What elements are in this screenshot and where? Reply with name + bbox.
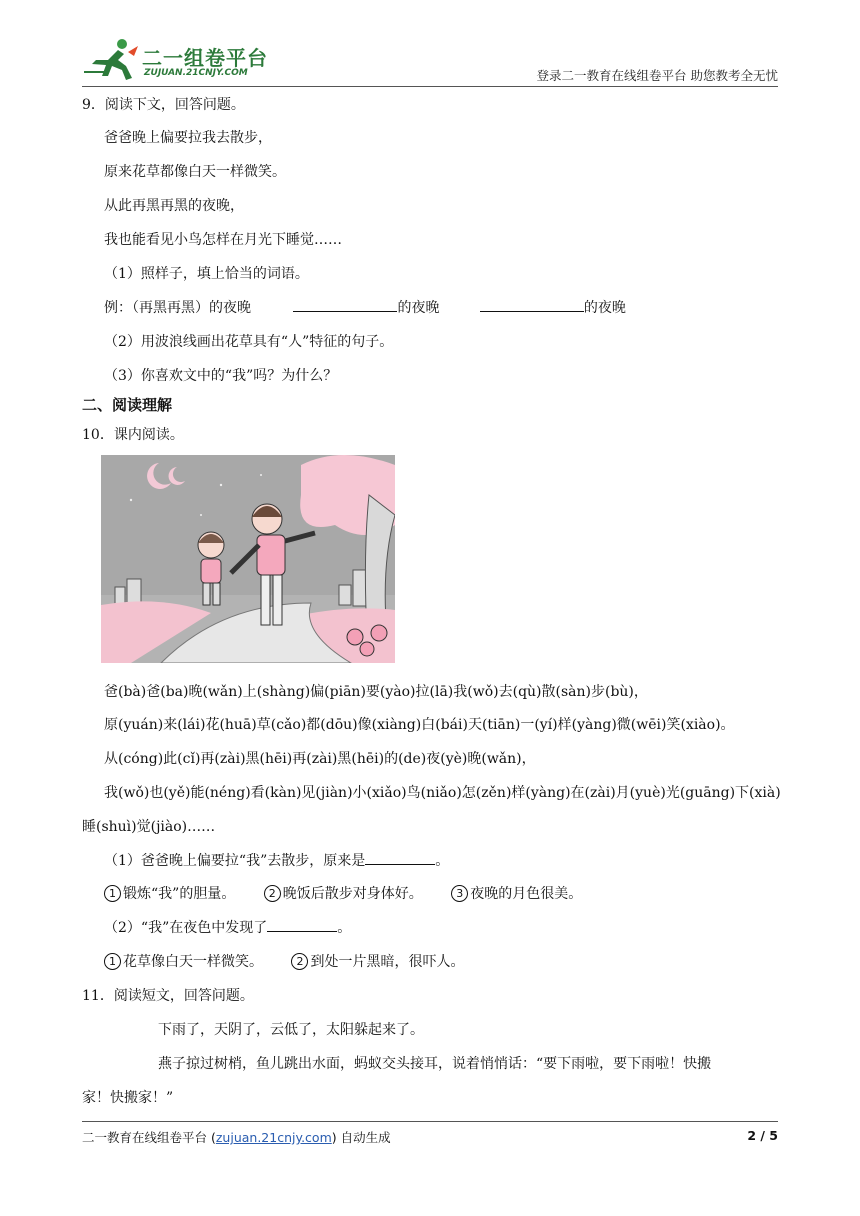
logo-subtitle: ZUJUAN.21CNJY.COM	[144, 68, 248, 78]
q10-passage-line-5: 睡(shuì)觉(jiào)……	[82, 819, 216, 835]
q10-sub2-options	[104, 951, 464, 971]
option-number: 2	[291, 953, 308, 970]
q10-sub1-options	[104, 883, 582, 903]
footer-link[interactable]: zujuan.21cnjy.com	[215, 1130, 332, 1145]
header-slogan: 登录二一教育在线组卷平台 助您教考全无忧	[536, 68, 778, 83]
q9-poem-line-4: 我也能看见小鸟怎样在月光下睡觉……	[104, 232, 342, 248]
q10-sub2-end: 。	[337, 920, 352, 936]
q10-sub1-option-1[interactable]	[104, 886, 235, 902]
option-text: 晚饭后散步对身体好。	[282, 886, 423, 902]
header-divider	[82, 86, 778, 87]
q10-sub2-blank[interactable]	[267, 917, 337, 932]
q10-sub2-row	[104, 917, 351, 937]
q10-sub1-end: 。	[435, 853, 450, 869]
platform-logo[interactable]	[82, 38, 282, 82]
q9-title: 9．阅读下文，回答问题。	[82, 97, 245, 113]
q10-sub1-option-3[interactable]	[451, 886, 582, 902]
option-text: 花草像白天一样微笑。	[123, 954, 263, 970]
q10-sub2-option-2[interactable]	[291, 954, 464, 970]
option-text: 锻炼“我”的胆量。	[123, 886, 236, 902]
q11-paragraph-2-line-1: 燕子掠过树梢，鱼儿跳出水面，蚂蚁交头接耳，说着悄悄话：“要下雨啦，要下雨啦！快搬	[158, 1056, 712, 1072]
option-number: 1	[104, 953, 121, 970]
option-number: 3	[451, 885, 468, 902]
q10-sub1: （1）爸爸晚上偏要拉“我”去散步，原来是	[104, 853, 366, 869]
q10-sub1-blank[interactable]	[365, 850, 435, 865]
father-son-night-walk-image	[101, 455, 395, 663]
q10-sub1-row	[104, 850, 449, 870]
q9-example-row	[104, 297, 626, 317]
footer-divider	[82, 1121, 778, 1122]
footer-suffix: ) 自动生成	[331, 1130, 391, 1145]
q9-sub1: （1）照样子，填上恰当的词语。	[104, 266, 309, 282]
option-text: 夜晚的月色很美。	[470, 886, 583, 902]
q10-passage-line-2: 原(yuán)来(lái)花(huā)草(cǎo)都(dōu)像(xiàng)白(bái)天(tiān)一(yí)样(yàng)微(wēi)笑(xiào)。	[104, 717, 735, 733]
q9-blank-2[interactable]	[480, 297, 584, 312]
q11-paragraph-2-line-2: 家！快搬家！”	[82, 1090, 174, 1106]
runner-logo-icon	[82, 38, 140, 82]
q9-sub2: （2）用波浪线画出花草具有“人”特征的句子。	[104, 334, 394, 350]
option-number: 1	[104, 885, 121, 902]
q11-title: 11．阅读短文，回答问题。	[82, 988, 254, 1004]
q10-sub2-option-1[interactable]	[104, 954, 263, 970]
q9-blank-1[interactable]	[293, 297, 397, 312]
q10-passage-line-1: 爸(bà)爸(ba)晚(wǎn)上(shàng)偏(piān)要(yào)拉(lā)我(wǒ)去(qù)散(sàn)步(bù)，	[104, 684, 648, 700]
q9-poem-line-1: 爸爸晚上偏要拉我去散步，	[104, 130, 272, 146]
section-title-reading: 二、阅读理解	[82, 396, 173, 414]
q9-example: 例：（再黑再黑）的夜晚	[104, 300, 251, 316]
q9-poem-line-3: 从此再黑再黑的夜晚，	[104, 198, 244, 214]
q10-passage-line-4: 我(wǒ)也(yě)能(néng)看(kàn)见(jiàn)小(xiǎo)鸟(niǎo)怎(zěn)样(yàng)在(zài)月(yuè)光(guāng)下(xià)	[104, 785, 781, 801]
footer-prefix: 二一教育在线组卷平台 (	[82, 1130, 216, 1145]
q10-sub1-option-2[interactable]	[264, 886, 423, 902]
q9-blank-2-suffix: 的夜晚	[583, 300, 626, 316]
q9-sub3: （3）你喜欢文中的“我”吗？为什么？	[104, 368, 338, 384]
q10-sub2: （2）“我”在夜色中发现了	[104, 920, 268, 936]
page-header	[82, 38, 778, 86]
q9-blank-1-suffix: 的夜晚	[397, 300, 440, 316]
q10-passage-line-3: 从(cóng)此(cǐ)再(zài)黑(hēi)再(zài)黑(hēi)的(de)夜(yè)晚(wǎn)，	[104, 751, 536, 767]
logo-title: 二一组卷平台	[142, 46, 268, 70]
option-text: 到处一片黑暗，很吓人。	[310, 954, 465, 970]
option-number: 2	[264, 885, 281, 902]
q10-title: 10．课内阅读。	[82, 427, 184, 443]
q11-paragraph-1: 下雨了，天阴了，云低了，太阳躲起来了。	[158, 1022, 424, 1038]
page-number: 2 / 5	[747, 1128, 778, 1143]
q9-poem-line-2: 原来花草都像白天一样微笑。	[104, 164, 286, 180]
footer-text	[82, 1128, 391, 1146]
